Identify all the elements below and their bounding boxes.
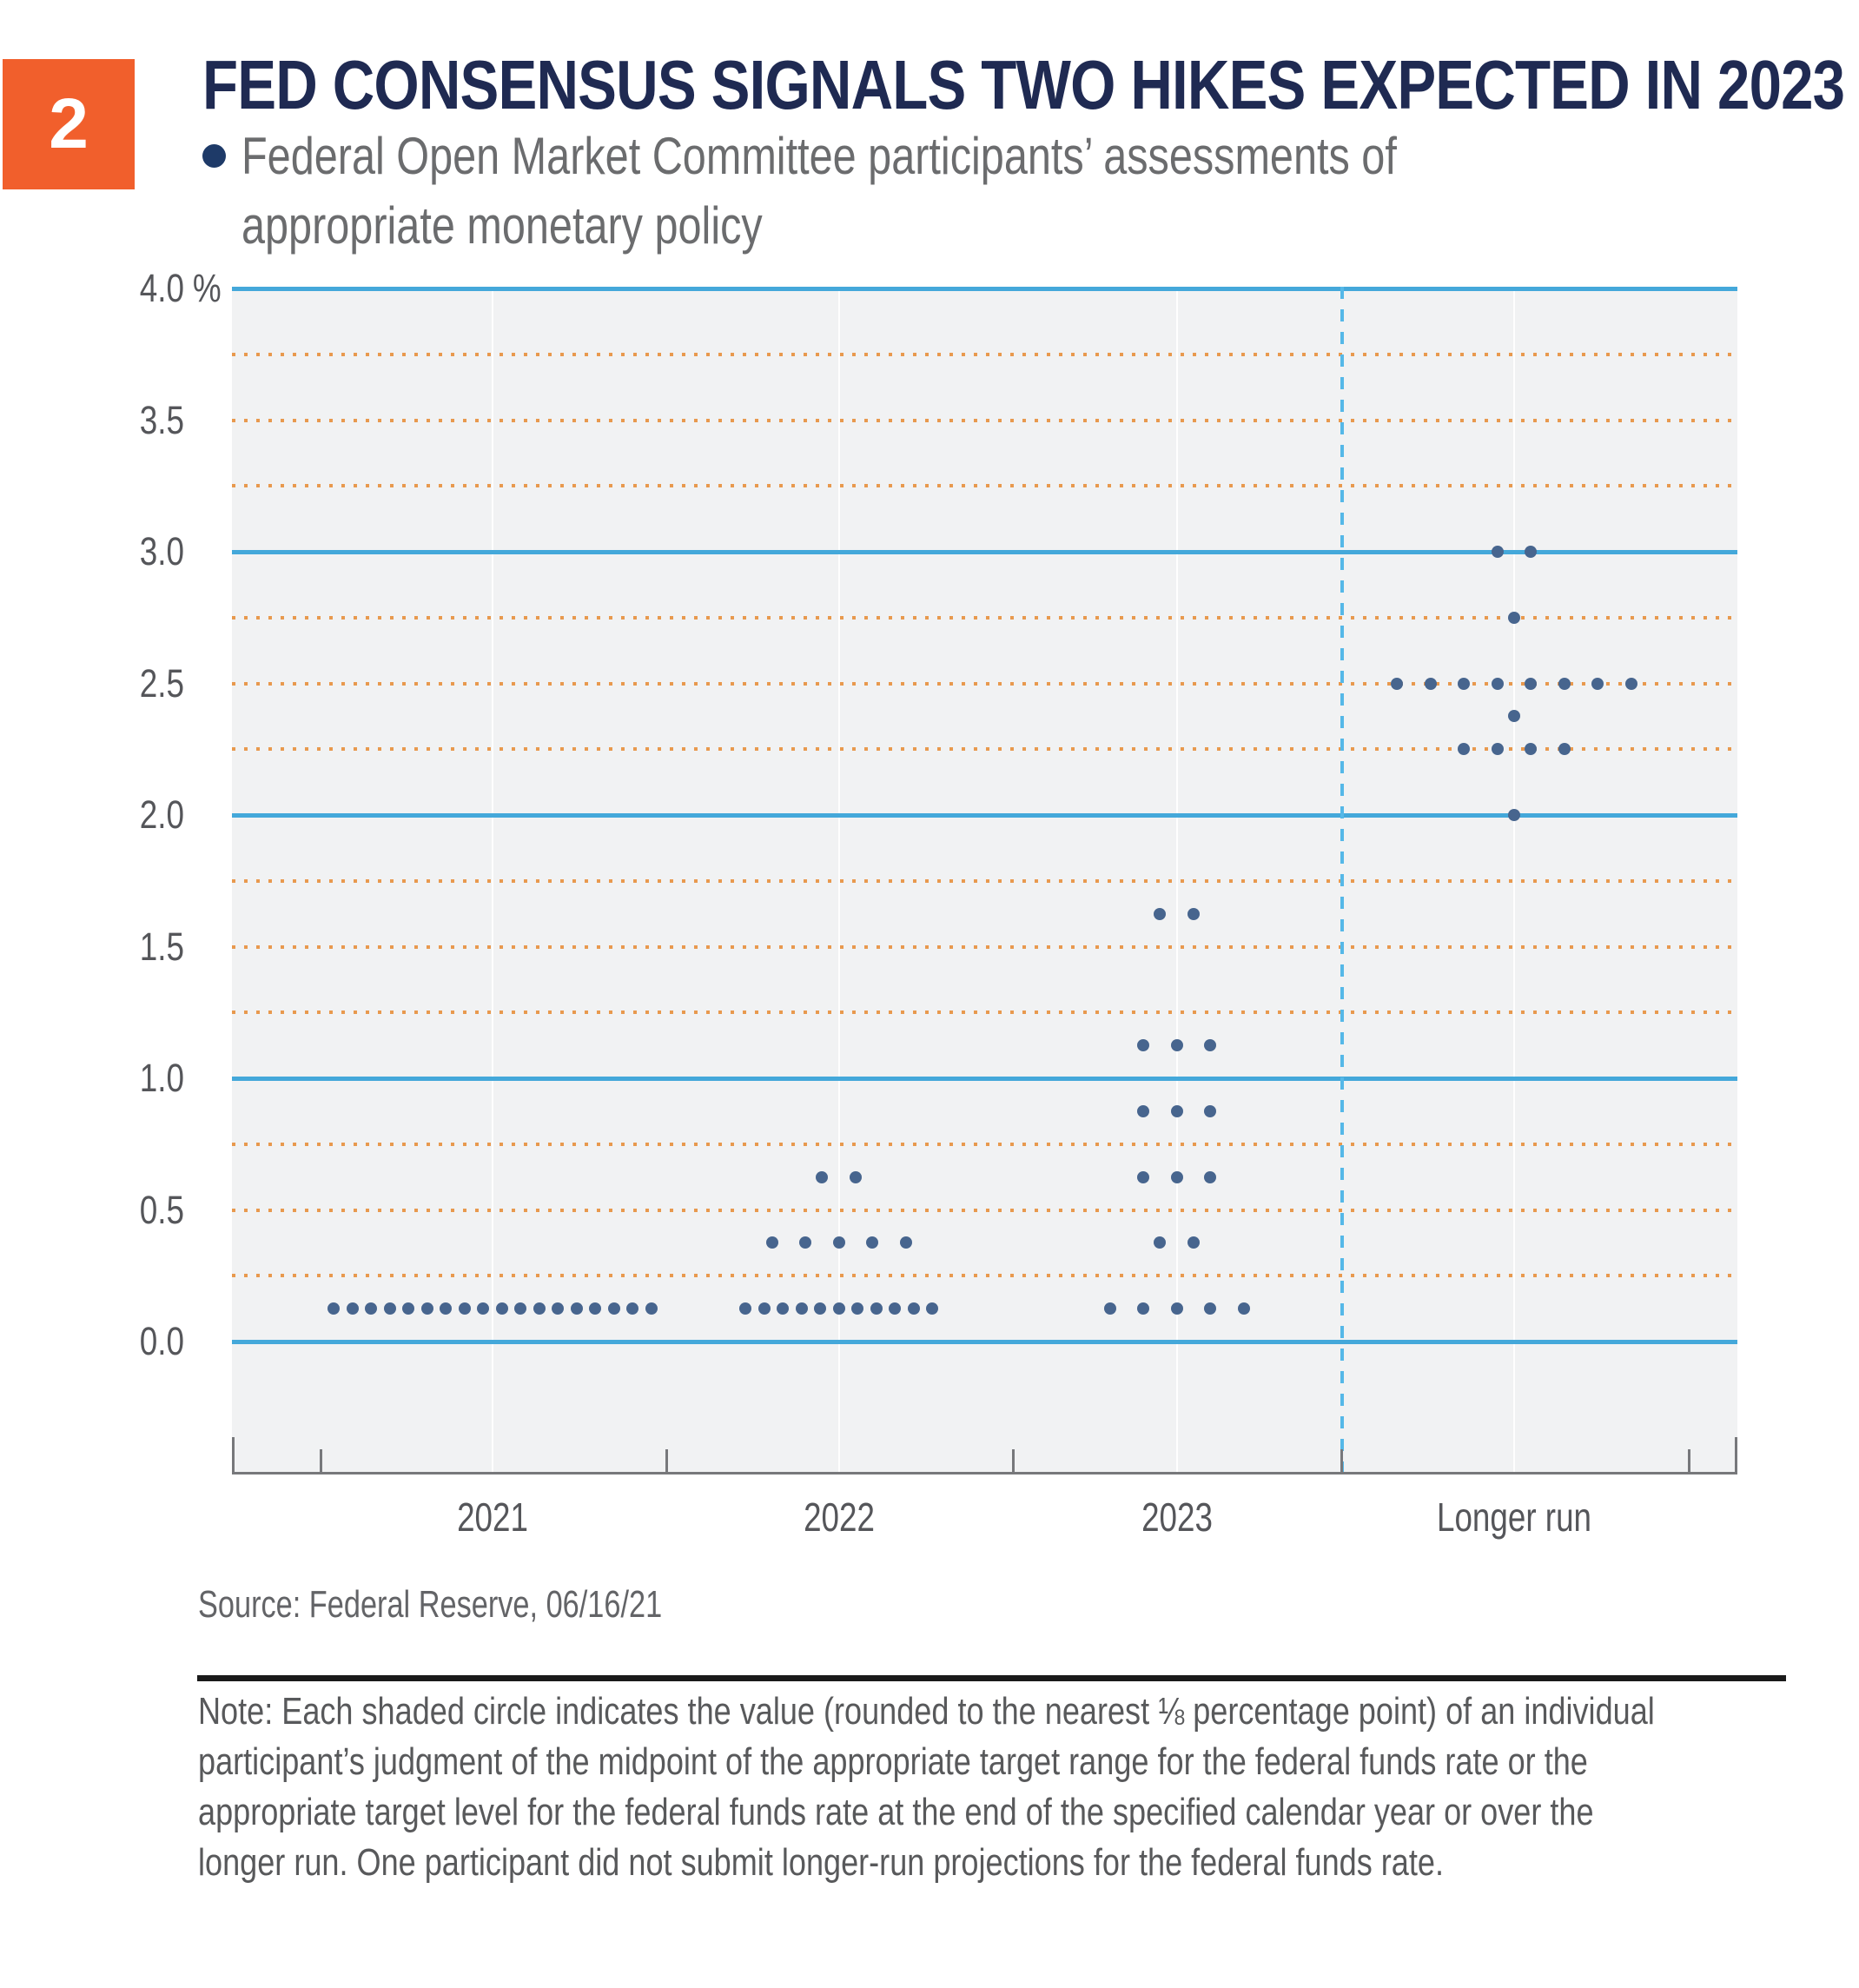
y-axis-label-3-0: 3.0 [139,529,184,573]
participant-dot [816,1171,828,1183]
participant-dot [739,1302,751,1315]
y-axis-unit: % [192,266,222,310]
participant-dot [1492,678,1504,690]
participant-dot [459,1302,471,1315]
participant-dot [552,1302,564,1315]
y-axis-label-3-5: 3.5 [139,398,184,442]
participant-dot [1525,546,1537,558]
y-axis-label-0-5: 0.5 [139,1188,184,1232]
plot-area [232,287,1737,1474]
participant-dot [1591,678,1604,690]
participant-dot [833,1236,845,1249]
participant-dot [477,1302,489,1315]
participant-dot [799,1236,811,1249]
participant-dot [870,1302,883,1315]
participant-dot [1525,743,1537,755]
x-axis-tick [665,1449,668,1472]
participant-dot [608,1302,620,1315]
participant-dot [1425,678,1437,690]
gridline-solid [232,1340,1737,1344]
participant-dot [626,1302,638,1315]
participant-dot [1171,1171,1183,1183]
source-attribution: Source: Federal Reserve, 06/16/21 [198,1583,663,1626]
participant-dot [496,1302,508,1315]
participant-dot [1508,710,1520,722]
participant-dot [1525,678,1537,690]
participant-dot [1391,678,1403,690]
x-axis-tick [320,1449,322,1472]
y-axis-label-4-0 [33,266,222,310]
participant-dot [402,1302,414,1315]
footnote-line-4: longer run. One participant did not submit longer-run projections for the federal funds rate. [198,1841,1444,1884]
participant-dot [1137,1105,1149,1117]
footnote-line-1: Note: Each shaded circle indicates the value (rounded to the nearest ⅛ percentage point) of an individual [198,1690,1655,1733]
participant-dot [1154,1236,1166,1249]
participant-dot [440,1302,452,1315]
participant-dot [533,1302,546,1315]
participant-dot [645,1302,658,1315]
participant-dot [814,1302,826,1315]
chart-subtitle-line-2: appropriate monetary policy [241,196,763,255]
x-axis-tick [1012,1449,1015,1472]
x-axis-endcap [232,1437,235,1472]
participant-dot [1458,743,1470,755]
participant-dot [850,1171,862,1183]
participant-dot [589,1302,601,1315]
participant-dot [1492,743,1504,755]
participant-dot [571,1302,583,1315]
x-axis-endcap [1735,1437,1737,1472]
x-axis-label-2021: 2021 [457,1494,528,1540]
gridline-dotted [232,879,1737,883]
participant-dot [900,1236,912,1249]
y-axis-label-2-5: 2.5 [139,661,184,706]
participant-dot [1188,908,1200,920]
participant-dot [1625,678,1637,690]
gridline-dotted [232,747,1737,751]
participant-dot [514,1302,526,1315]
y-axis-label-1-5: 1.5 [139,924,184,969]
footnote-divider [197,1675,1786,1681]
gridline-solid [232,1077,1737,1081]
participant-dot [851,1302,863,1315]
participant-dot [1558,743,1571,755]
participant-dot [347,1302,359,1315]
y-axis-label-1-0: 1.0 [139,1056,184,1100]
figure-number: 2 [49,84,89,163]
chart-title: FED CONSENSUS SIGNALS TWO HIKES EXPECTED IN 2023 [202,46,1845,123]
participant-dot [1137,1302,1149,1315]
footnote-line-3: appropriate target level for the federal funds rate at the end of the specified calendar year or over the [198,1791,1594,1833]
participant-dot [796,1302,808,1315]
gridline-dotted [232,484,1737,487]
participant-dot [1204,1171,1216,1183]
participant-dot [1508,809,1520,821]
participant-dot [327,1302,340,1315]
participant-dot [1188,1236,1200,1249]
x-axis-label-2022: 2022 [804,1494,875,1540]
figure-number-badge [3,59,135,189]
gridline-dotted [232,682,1737,686]
x-axis-tick [1340,1449,1343,1472]
participant-dot [1137,1171,1149,1183]
gridline-dotted [232,945,1737,949]
footnote-line-2: participant’s judgment of the midpoint of the appropriate target range for the federal funds rate or the [198,1740,1588,1783]
gridline-solid [232,550,1737,554]
participant-dot [1154,908,1166,920]
participant-dot [1238,1302,1250,1315]
participant-dot [1204,1302,1216,1315]
chart-subtitle [241,122,1397,261]
period-separator-dashed-line [1340,287,1344,1472]
participant-dot [1204,1039,1216,1051]
y-axis-label-value: 4.0 [139,266,184,310]
participant-dot [1171,1039,1183,1051]
x-axis-label-longer-run: Longer run [1437,1494,1591,1540]
participant-dot [833,1302,845,1315]
participant-dot [1104,1302,1116,1315]
x-axis-tick [1688,1449,1690,1472]
participant-dot [926,1302,938,1315]
gridline-dotted [232,1274,1737,1277]
participant-dot [1558,678,1571,690]
gridline-dotted [232,353,1737,356]
participant-dot [908,1302,920,1315]
chart-subtitle-line-1: Federal Open Market Committee participants’ assessments of [241,127,1397,185]
bullet-icon [202,144,226,168]
participant-dot [777,1302,789,1315]
participant-dot [1204,1105,1216,1117]
participant-dot [758,1302,771,1315]
participant-dot [1171,1105,1183,1117]
participant-dot [866,1236,878,1249]
participant-dot [365,1302,377,1315]
gridline-dotted [232,419,1737,422]
y-axis-label-0-0: 0.0 [139,1319,184,1363]
participant-dot [889,1302,901,1315]
gridline-dotted [232,1143,1737,1146]
participant-dot [1508,612,1520,624]
x-axis-label-2023: 2023 [1141,1494,1213,1540]
participant-dot [1458,678,1470,690]
participant-dot [1137,1039,1149,1051]
participant-dot [1171,1302,1183,1315]
y-axis-label-2-0: 2.0 [139,792,184,837]
participant-dot [1492,546,1504,558]
participant-dot [766,1236,778,1249]
participant-dot [421,1302,433,1315]
gridline-solid [232,287,1737,291]
gridline-dotted [232,1011,1737,1014]
participant-dot [384,1302,396,1315]
gridline-dotted [232,1209,1737,1212]
